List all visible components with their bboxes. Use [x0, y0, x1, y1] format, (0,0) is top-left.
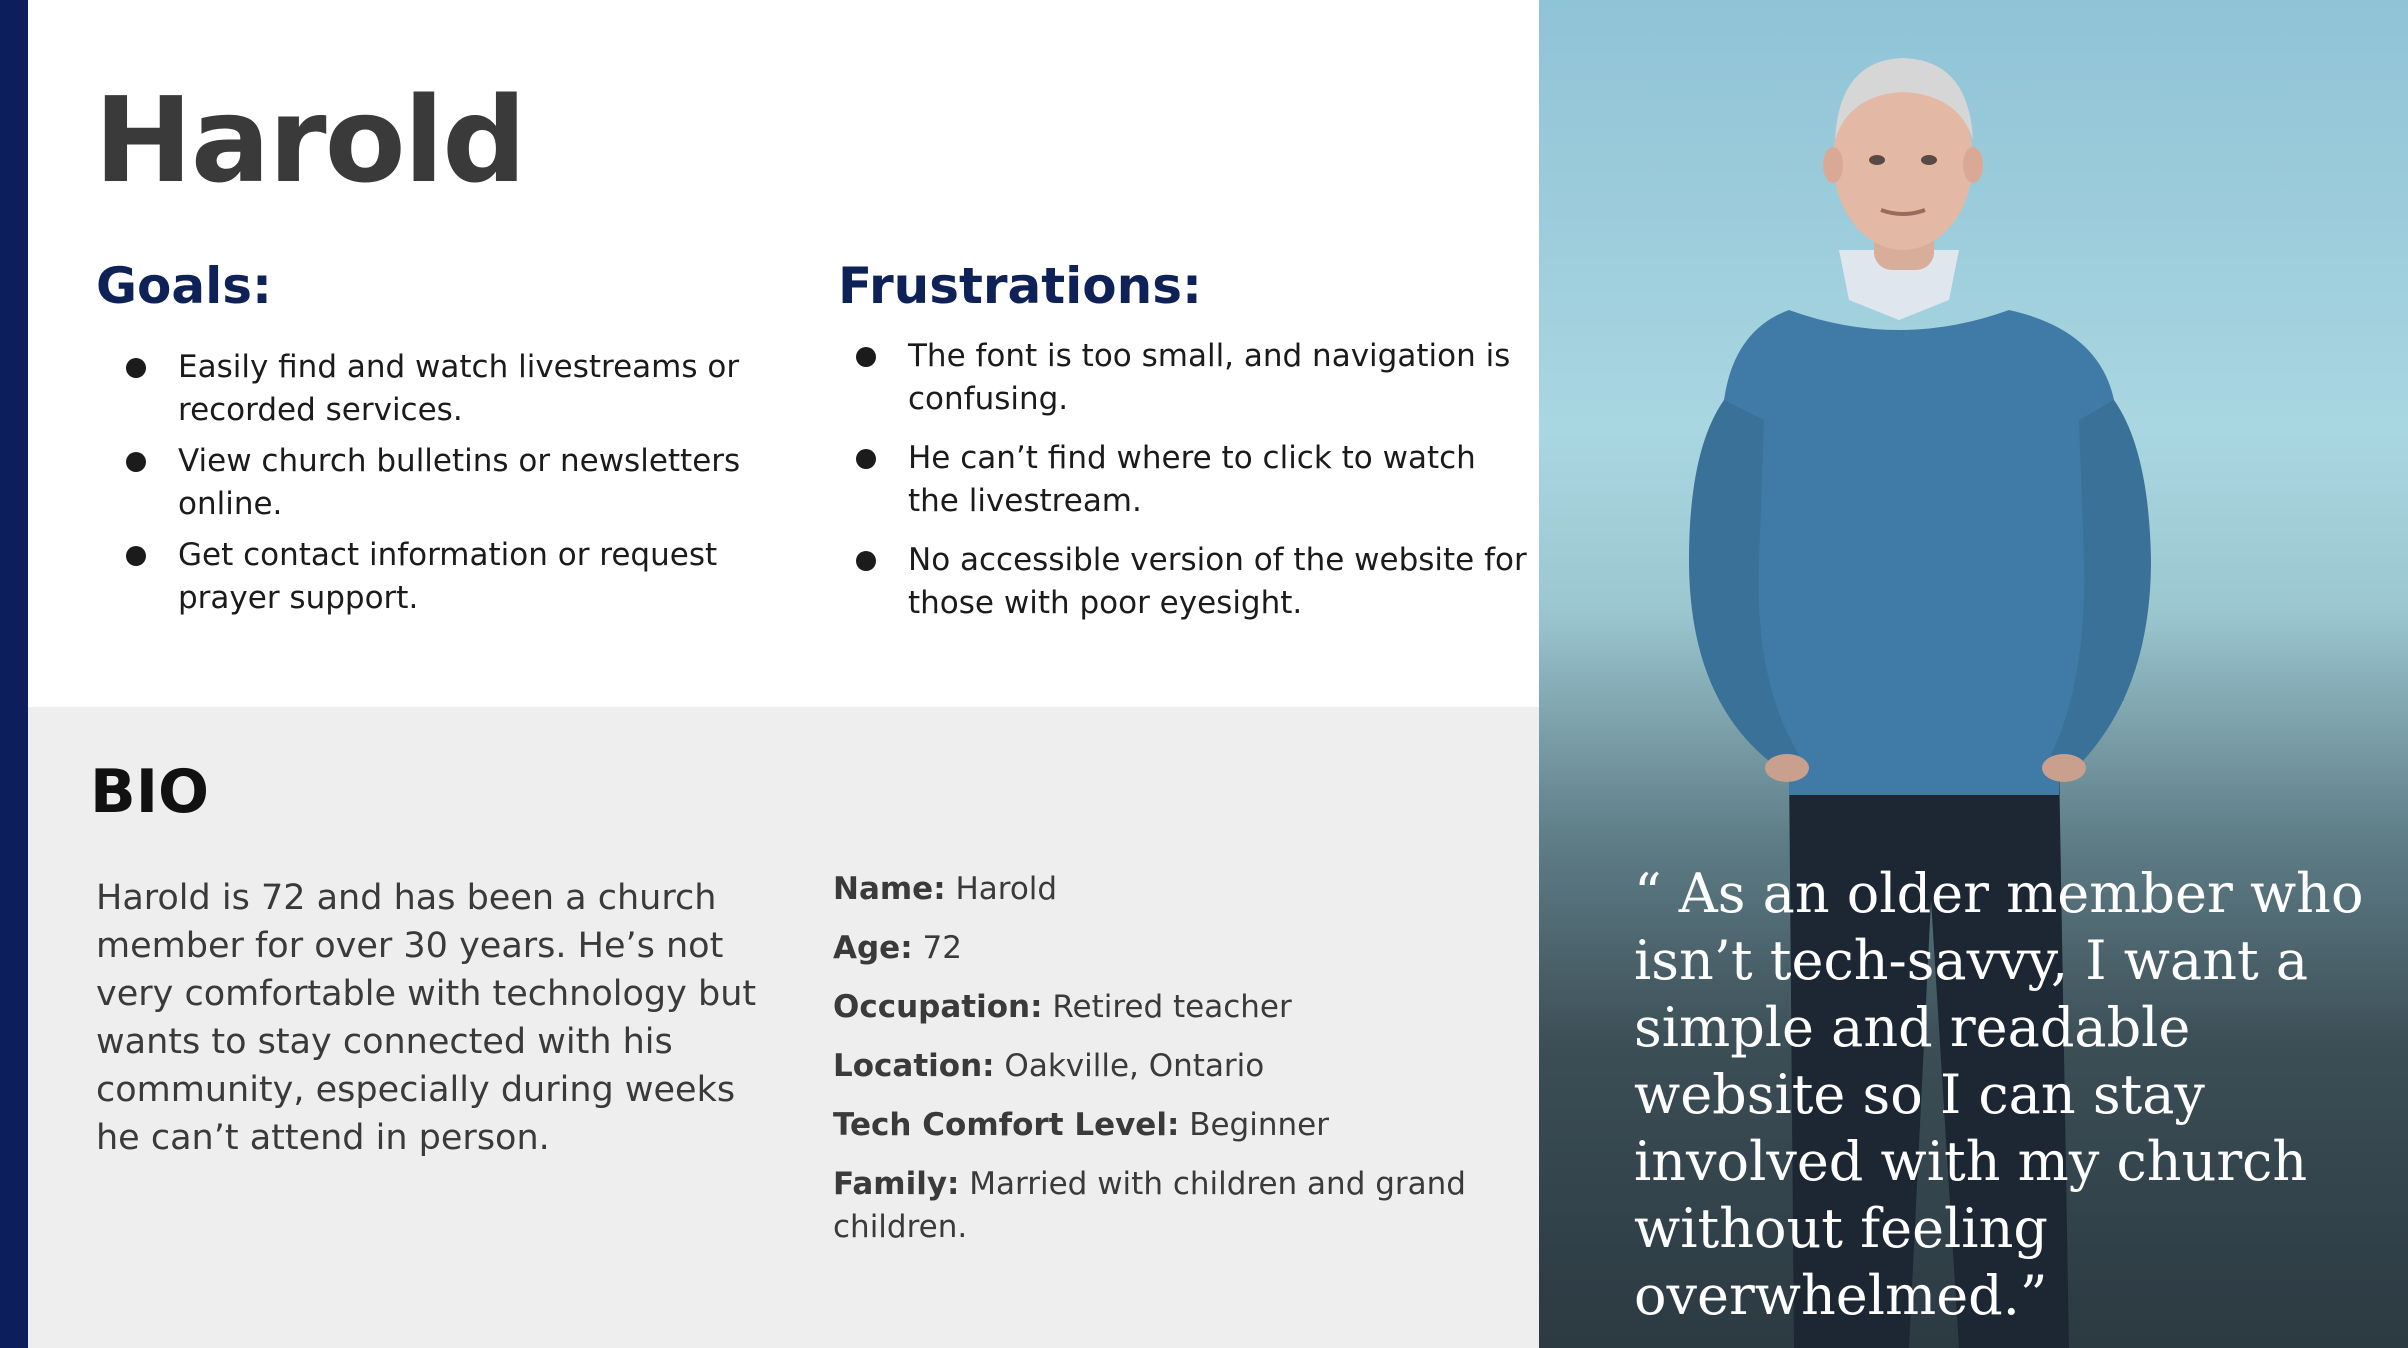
detail-value: Retired teacher [1052, 989, 1292, 1025]
bullet-icon [856, 449, 876, 469]
frustration-text: No accessible version of the website for those with poor eyesight. [908, 542, 1527, 621]
detail-label: Family: [833, 1166, 960, 1202]
bullet-icon [126, 452, 146, 472]
detail-label: Age: [833, 930, 913, 966]
frustration-item [828, 335, 1528, 421]
frustration-item [828, 539, 1528, 625]
detail-label: Location: [833, 1048, 995, 1084]
bio-title: BIO [90, 757, 210, 827]
detail-occupation [833, 986, 1513, 1029]
goal-text: Get contact information or request prayer support. [178, 537, 718, 616]
detail-value: Oakville, Ontario [1004, 1048, 1265, 1084]
detail-name [833, 868, 1513, 911]
bullet-icon [856, 551, 876, 571]
bio-text: Harold is 72 and has been a church member for over 30 years. He’s not very comfortable with technology but wants to stay connected with his community, especially during weeks he can’t attend in person. [96, 878, 757, 1158]
frustrations-list [828, 335, 1528, 641]
detail-family [833, 1163, 1513, 1249]
detail-label: Tech Comfort Level: [833, 1107, 1180, 1143]
detail-tech-comfort [833, 1104, 1513, 1147]
detail-age [833, 927, 1513, 970]
goal-item [98, 440, 778, 526]
goal-text: View church bulletins or newsletters online. [178, 443, 741, 522]
goal-item [98, 534, 778, 620]
detail-value: Beginner [1189, 1107, 1329, 1143]
frustration-text: He can’t find where to click to watch the livestream. [908, 440, 1476, 519]
detail-value: Married with children and grand children. [833, 1166, 1466, 1245]
bullet-icon [126, 546, 146, 566]
goal-item [98, 346, 778, 432]
frustration-item [828, 437, 1528, 523]
persona-details [833, 868, 1513, 1265]
persona-name: Harold [94, 71, 525, 209]
left-accent-bar [0, 0, 28, 1348]
detail-location [833, 1045, 1513, 1088]
goals-title: Goals: [96, 257, 273, 315]
detail-value: Harold [955, 871, 1058, 907]
detail-value: 72 [922, 930, 962, 966]
detail-label: Name: [833, 871, 946, 907]
frustration-text: The font is too small, and navigation is confusing. [908, 338, 1511, 417]
bullet-icon [126, 358, 146, 378]
frustrations-title: Frustrations: [838, 257, 1203, 315]
goal-text: Easily find and watch livestreams or recorded services. [178, 349, 740, 428]
goals-list [98, 346, 778, 628]
persona-quote: “ As an older member who isn’t tech-savvy, I want a simple and readable website so I can stay involved with my church without feeling overwhelmed.” [1634, 862, 2364, 1327]
detail-label: Occupation: [833, 989, 1043, 1025]
bullet-icon [856, 347, 876, 367]
